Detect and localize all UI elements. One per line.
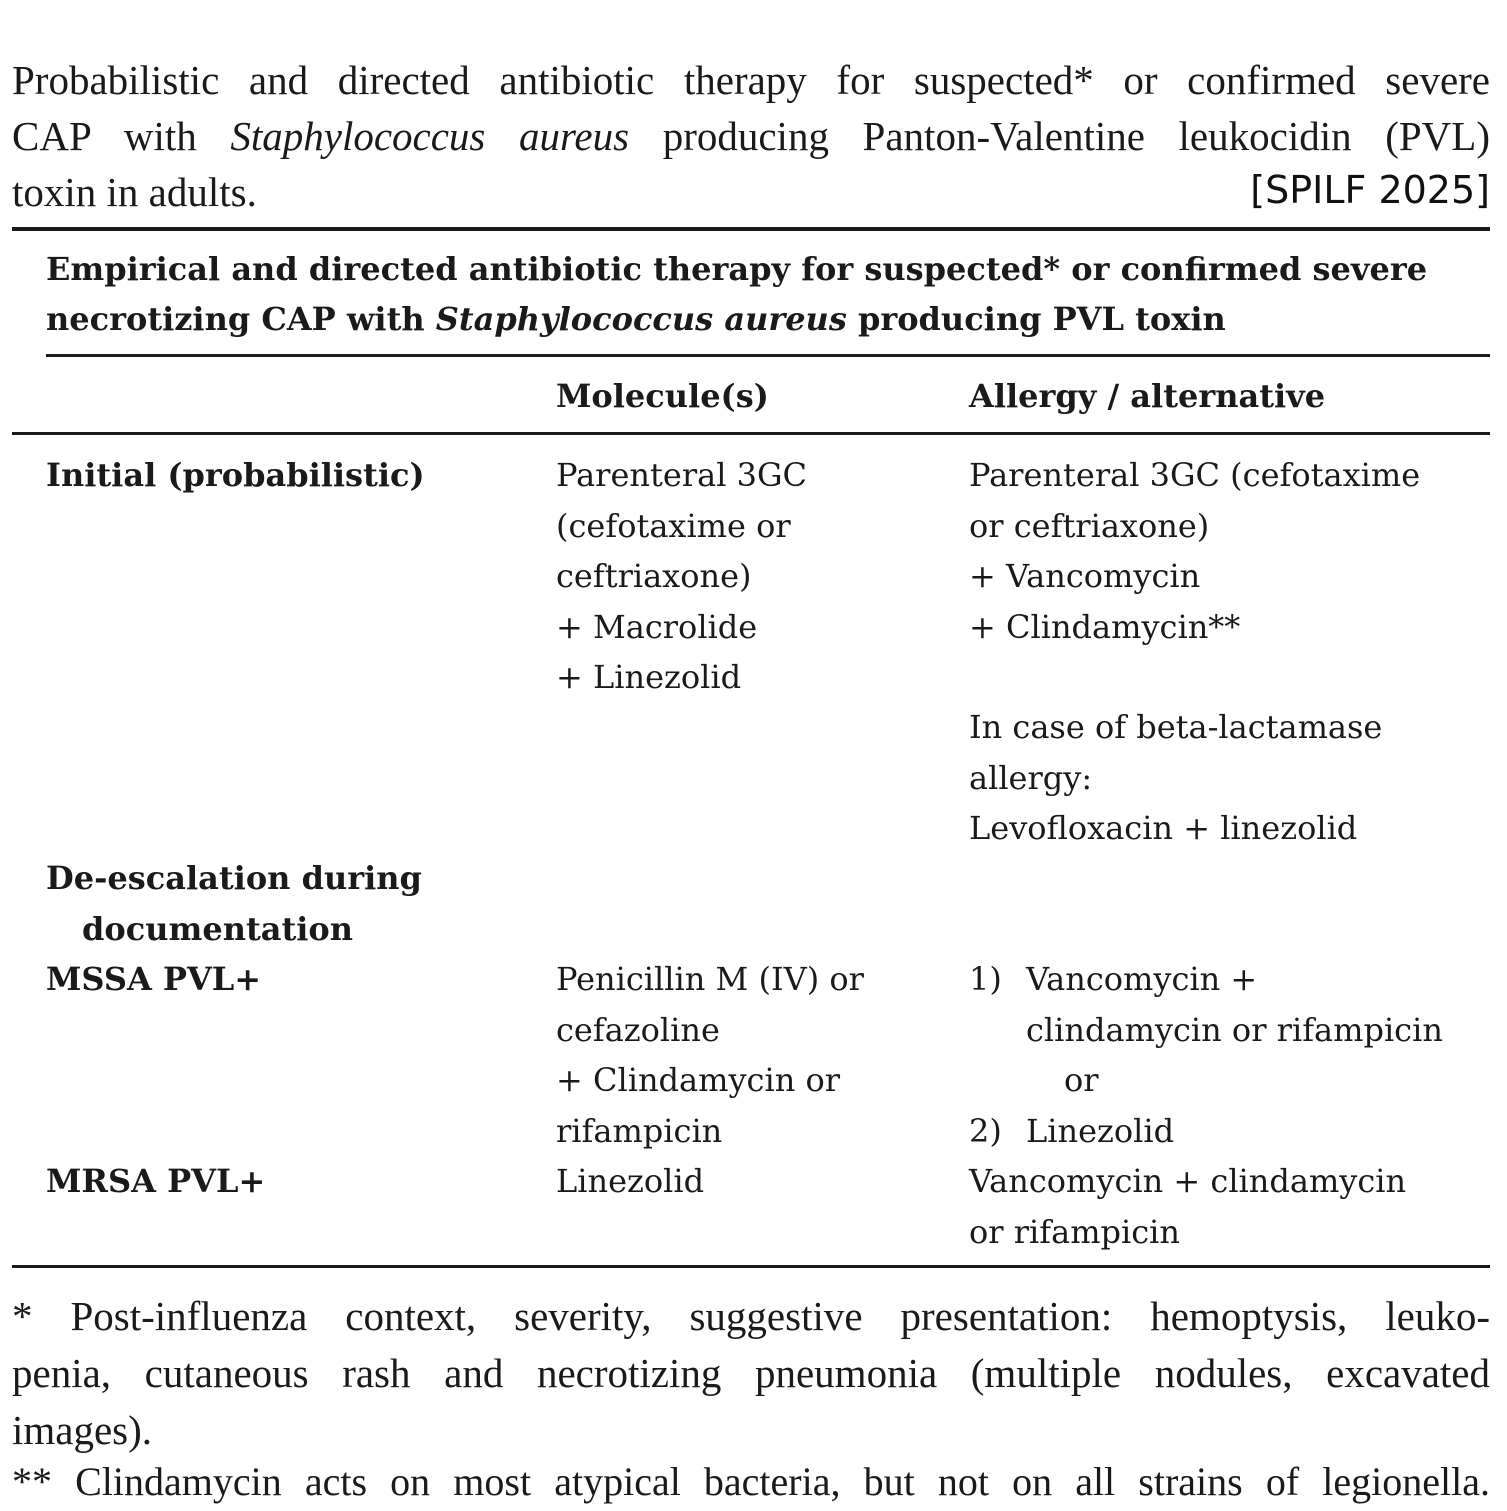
row-label-initial: Initial (probabilistic) [46,456,425,494]
table-title [46,244,1466,344]
cell-line: ceftriaxone) [556,557,752,595]
table-bottom-rule [12,1265,1490,1268]
cell-line: clindamycin or rifampicin [1026,1010,1443,1049]
list-number: 2) [969,1111,1002,1150]
caption-species-italic: Staphylococcus aureus [230,113,630,159]
cell-line: Levofloxacin + linezolid [969,809,1358,847]
cell-text: Vancomycin + [1026,960,1258,998]
caption-text: CAP with [12,113,231,159]
cell-line: + Clindamycin or [556,1061,841,1099]
cell-line: Vancomycin + clindamycin [969,1162,1407,1200]
cell-line: + Linezolid [556,658,742,696]
table-title-line-2 [46,294,1466,344]
cell-line: allergy: [969,758,1093,797]
row-label-deescalation [46,853,422,954]
row-label-mrsa: MRSA PVL+ [46,1162,266,1200]
cell-line: or rifampicin [969,1212,1181,1251]
mrsa-molecules [556,1156,704,1207]
cell-line: (cefotaxime or [556,506,791,545]
table-title-line-1: Empirical and directed antibiotic therapy for suspected* or confirmed severe [46,250,1428,288]
column-header-allergy: Allergy / alternative [969,377,1326,415]
cell-line: or ceftriaxone) [969,506,1210,545]
footnote-1-line: penia, cutaneous rash and necrotizing pneumonia (multiple nodules, excavated [12,1350,1490,1396]
footnote-1-line: images). [12,1407,153,1453]
caption-line-2 [12,108,1490,164]
table-title-text: producing PVL toxin [846,300,1226,338]
cell-text: Linezolid [1026,1111,1175,1150]
table-top-rule [12,227,1490,231]
cell-line-or: or [1064,1061,1099,1099]
row-label-line: De-escalation during [46,859,422,897]
list-item [969,954,1443,1005]
cell-line: cefazoline [556,1010,720,1049]
cell-line: Linezolid [556,1162,705,1200]
cell-line: Parenteral 3GC (cefotaxime [969,456,1421,494]
footnotes [12,1288,1490,1459]
caption-line-3: toxin in adults. [12,169,257,215]
title-rule [46,354,1490,357]
caption-line-1: Probabilistic and directed antibiotic therapy for suspected* or confirmed severe [12,57,1490,103]
cell-line: Parenteral 3GC [556,456,807,494]
mssa-allergy [969,954,1443,1156]
cell-line: rifampicin [556,1111,723,1150]
initial-allergy-note [969,702,1382,854]
table-title-species-italic: Staphylococcus aureus [435,300,847,338]
footnote-1-line: * Post-influenza context, severity, suggestive presentation: hemoptysis, leuko- [12,1293,1490,1339]
cell-line: In case of beta-lactamase [969,708,1383,746]
row-label-mssa: MSSA PVL+ [46,960,262,998]
cell-line: + Macrolide [556,607,758,646]
mssa-molecules [556,954,864,1156]
column-header-molecules: Molecule(s) [556,377,769,415]
list-item [969,1106,1443,1157]
initial-allergy [969,450,1420,652]
mrsa-allergy [969,1156,1406,1257]
cell-line: Penicillin M (IV) or [556,960,864,998]
cell-line: + Vancomycin [969,557,1201,595]
cell-line: + Clindamycin** [969,607,1241,646]
footnote-2: ** Clindamycin acts on most atypical bacteria, but not on all strains of legionella. [12,1459,1490,1504]
caption-text: producing Panton-Valentine leukocidin (PVL) [629,113,1490,159]
list-number: 1) [969,960,1002,998]
table-title-text: necrotizing CAP with [46,300,436,338]
initial-molecules [556,450,807,703]
row-label-line: documentation [82,909,354,948]
source-reference: [SPILF 2025] [1250,168,1490,212]
header-rule [12,432,1490,435]
